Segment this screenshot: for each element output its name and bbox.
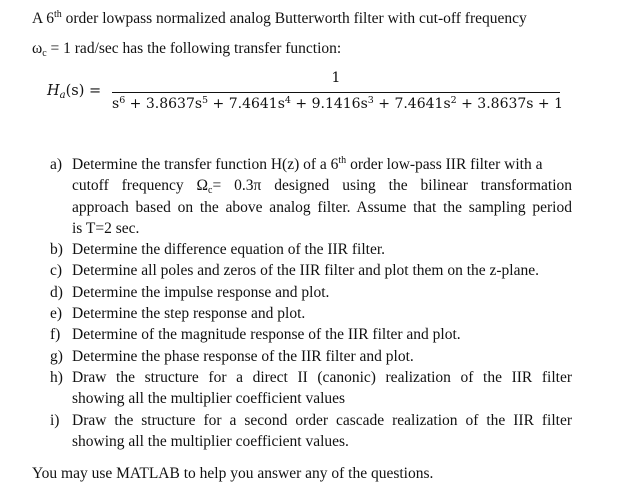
equation-lhs: $H_a(s)$ =: [47, 83, 102, 101]
question-g-text: Determine the phase response of the IIR filter and plot.: [72, 348, 414, 365]
question-label-b: b): [50, 241, 63, 258]
question-label-c: c): [50, 262, 63, 279]
fraction-bar: [112, 92, 560, 93]
question-label-h: h): [50, 369, 63, 386]
question-f-text: Determine of the magnitude response of the IIR filter and plot.: [72, 326, 461, 343]
question-label-f: f): [50, 326, 61, 343]
closing-note: You may use MATLAB to help you answer any of the questions.: [32, 465, 434, 482]
equation-numerator: 1: [331, 70, 341, 86]
equation-denominator: $s^6 + 3.8637s^5 + 7.4641s^4 + 9.1416s^3 + 7.4641s^2 + 3.8637s + 1$: [112, 95, 564, 112]
question-label-d: d): [50, 284, 63, 301]
question-label-g: g): [50, 348, 63, 365]
question-i-line-1: Draw the structure for a second order cascade realization of the IIR filter: [72, 412, 572, 429]
question-label-i: i): [50, 412, 60, 429]
question-d-text: Determine the impulse response and plot.: [72, 284, 330, 301]
question-h-line-1: Draw the structure for a direct II (canonic) realization of the IIR filter: [72, 369, 572, 386]
question-i-line-2: showing all the multiplier coefficient values.: [72, 433, 349, 450]
intro-line-1: A 6th order lowpass normalized analog Butterworth filter with cut-off frequency: [32, 9, 527, 27]
question-a-line-1: Determine the transfer function H(z) of a 6th order low-pass IIR filter with a: [72, 155, 543, 173]
question-h-line-2: showing all the multiplier coefficient values: [72, 390, 346, 407]
question-a-line-2: cutoff frequency $\Omega_c= 0.3\pi$ designed using the bilinear transformation: [72, 177, 573, 196]
question-b-text: Determine the difference equation of the IIR filter.: [72, 241, 386, 258]
question-label-a: a): [50, 156, 63, 173]
question-a-line-3: approach based on the above analog filter. Assume that the sampling period: [72, 199, 572, 216]
question-a-line-4: is T=2 sec.: [72, 220, 140, 237]
question-label-e: e): [50, 305, 63, 322]
question-e-text: Determine the step response and plot.: [72, 305, 306, 322]
intro-line-2: $\omega_c = 1$ rad/sec has the following transfer function:: [32, 40, 342, 59]
question-c-text: Determine all poles and zeros of the IIR filter and plot them on the z-plane.: [72, 262, 539, 279]
